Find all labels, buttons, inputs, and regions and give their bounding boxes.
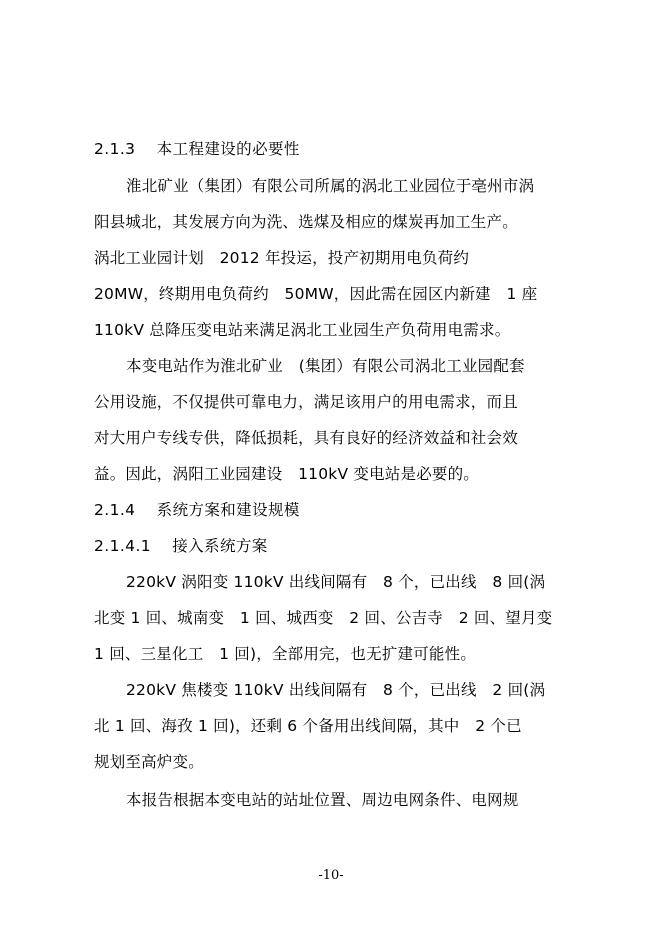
paragraph-line: 20MW，终期用电负荷约 50MW，因此需在园区内新建 1 座 [94,285,538,303]
paragraph-line: 本报告根据本变电站的站址位置、周边电网条件、电网规 [126,791,519,809]
paragraph-line: 规划至高炉变。 [94,753,204,771]
paragraph-line: 北 1 回、海孜 1 回)，还剩 6 个备用出线间隔，其中 2 个已 [94,717,522,735]
paragraph-line: 淮北矿业（集团）有限公司所属的涡北工业园位于亳州市涡 [126,177,535,195]
paragraph-line: 北变 1 回、城南变 1 回、城西变 2 回、公吉寺 2 回、望月变 [94,609,553,627]
paragraph-line: 本变电站作为淮北矿业 (集团）有限公司涡北工业园配套 [126,357,525,375]
paragraph-line: 涡北工业园计划 2012 年投运，投产初期用电负荷约 [94,249,470,267]
paragraph-line: 220kV 涡阳变 110kV 出线间隔有 8 个，已出线 8 回(涡 [126,573,546,591]
paragraph-line: 220kV 焦楼变 110kV 出线间隔有 8 个，已出线 2 回(涡 [126,681,546,699]
section-heading-2-1-4-1: 2.1.4.1 接入系统方案 [94,537,268,555]
section-heading-2-1-4: 2.1.4 系统方案和建设规模 [94,501,300,519]
paragraph-line: 110kV 总降压变电站来满足涡北工业园生产负荷用电需求。 [94,321,511,339]
paragraph-line: 1 回、三星化工 1 回)，全部用完，也无扩建可能性。 [94,645,477,663]
paragraph-line: 对大用户专线专供，降低损耗，具有良好的经济效益和社会效 [94,429,518,447]
page-number: -10- [318,868,344,883]
section-heading-2-1-3: 2.1.3 本工程建设的必要性 [94,140,300,158]
paragraph-line: 阳县城北，其发展方向为洗、选煤及相应的煤炭再加工生产。 [94,213,518,231]
paragraph-line: 公用设施，不仅提供可靠电力，满足该用户的用电需求，而且 [94,393,518,411]
paragraph-line: 益。因此，涡阳工业园建设 110kV 变电站是必要的。 [94,465,479,483]
